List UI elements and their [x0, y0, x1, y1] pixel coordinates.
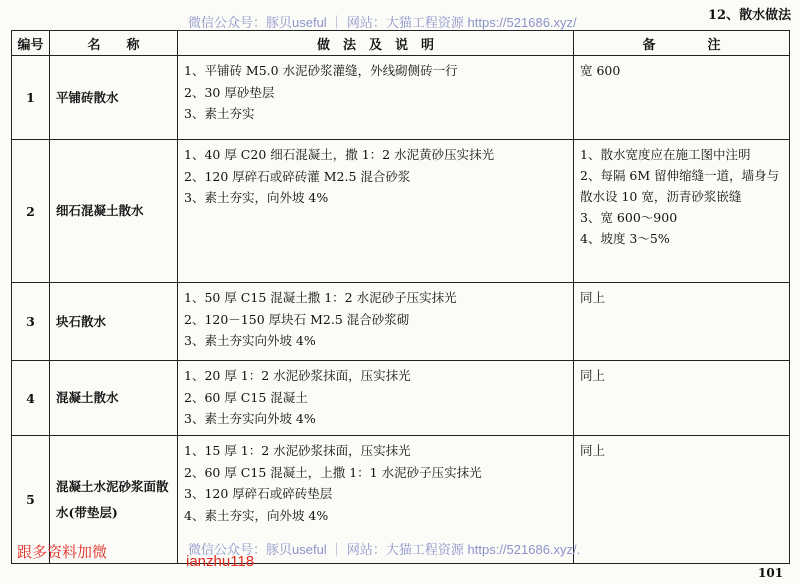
- remark-line: 同上: [580, 290, 606, 305]
- row-remark: [574, 140, 790, 283]
- row-method: [178, 283, 574, 361]
- header-remark: 备 注: [574, 31, 790, 56]
- row-number: 5: [12, 436, 50, 564]
- promo-id: ianzhu118: [186, 553, 255, 570]
- method-line: 1、平铺砖 M5.0 水泥砂浆灌缝，外线砌侧砖一行: [184, 63, 458, 78]
- bottom-watermark: 微信公众号：豚贝useful ｜ 网站：大猫工程资源 https://521686.xyz/.: [188, 542, 581, 557]
- method-line: 4、素土夯实，向外坡 4%: [184, 507, 329, 523]
- table-row: [12, 283, 790, 361]
- table-row: [12, 56, 790, 140]
- row-name: 混凝土水泥砂浆面散水(带垫层): [50, 436, 178, 564]
- row-remark: [574, 436, 790, 564]
- remark-line: 1、散水宽度应在施工图中注明: [580, 147, 751, 162]
- table-row: [12, 140, 790, 283]
- method-line: 2、120 厚碎石或碎砖灌 M2.5 混合砂浆: [184, 168, 411, 184]
- row-method: [178, 361, 574, 436]
- row-number: 4: [12, 361, 50, 436]
- row-number: 1: [12, 56, 50, 140]
- header-method: 做 法 及 说 明: [178, 31, 574, 56]
- method-line: 2、60 厚 C15 混凝土，上撒 1：1 水泥砂子压实抹光: [184, 464, 482, 480]
- method-line: 1、40 厚 C20 细石混凝土，撒 1：2 水泥黄砂压实抹光: [184, 147, 495, 162]
- page-number: 101: [758, 566, 784, 580]
- method-line: 1、15 厚 1：2 水泥砂浆抹面，压实抹光: [184, 443, 411, 458]
- row-method: [178, 56, 574, 140]
- method-line: 1、20 厚 1：2 水泥砂浆抹面，压实抹光: [184, 368, 411, 383]
- row-name: 平铺砖散水: [50, 56, 178, 140]
- remark-line: 2、每隔 6M 留伸缩缝一道，墙身与散水设 10 宽，沥青砂浆嵌缝: [580, 168, 780, 204]
- header-name: 名 称: [50, 31, 178, 56]
- row-method: [178, 140, 574, 283]
- section-title: 12、散水做法: [708, 8, 792, 23]
- row-number: 3: [12, 283, 50, 361]
- method-line: 3、素土夯实向外坡 4%: [184, 333, 316, 348]
- row-number: 2: [12, 140, 50, 283]
- remark-line: 同上: [580, 443, 606, 458]
- remark-line: 3、宽 600～900: [580, 210, 678, 225]
- remark-line: 同上: [580, 368, 606, 383]
- top-watermark: 微信公众号：豚贝useful ｜ 网站：大猫工程资源 https://521686.xyz/: [188, 15, 577, 30]
- method-line: 2、60 厚 C15 混凝土: [184, 389, 308, 405]
- row-remark: [574, 361, 790, 436]
- remark-line: 宽 600: [580, 63, 621, 78]
- remark-line: 4、坡度 3～5%: [580, 231, 670, 246]
- promo-text: 跟多资料加微: [17, 543, 108, 561]
- drainage-apron-table: [11, 30, 790, 564]
- method-line: 2、120－150 厚块石 M2.5 混合砂浆砌: [184, 311, 410, 327]
- method-line: 3、素土夯实，向外坡 4%: [184, 190, 329, 205]
- row-remark: [574, 283, 790, 361]
- table-row: [12, 361, 790, 436]
- row-name: 块石散水: [50, 283, 178, 361]
- header-no: 编号: [12, 31, 50, 56]
- method-line: 1、50 厚 C15 混凝土撒 1：2 水泥砂子压实抹光: [184, 290, 457, 305]
- method-line: 3、素土夯实: [184, 106, 255, 121]
- row-remark: [574, 56, 790, 140]
- method-line: 3、120 厚碎石或碎砖垫层: [184, 486, 333, 501]
- row-name: 混凝土散水: [50, 361, 178, 436]
- table-header-row: [12, 31, 790, 56]
- row-name: 细石混凝土散水: [50, 140, 178, 283]
- method-line: 2、30 厚砂垫层: [184, 84, 275, 100]
- method-line: 3、素土夯实向外坡 4%: [184, 411, 316, 426]
